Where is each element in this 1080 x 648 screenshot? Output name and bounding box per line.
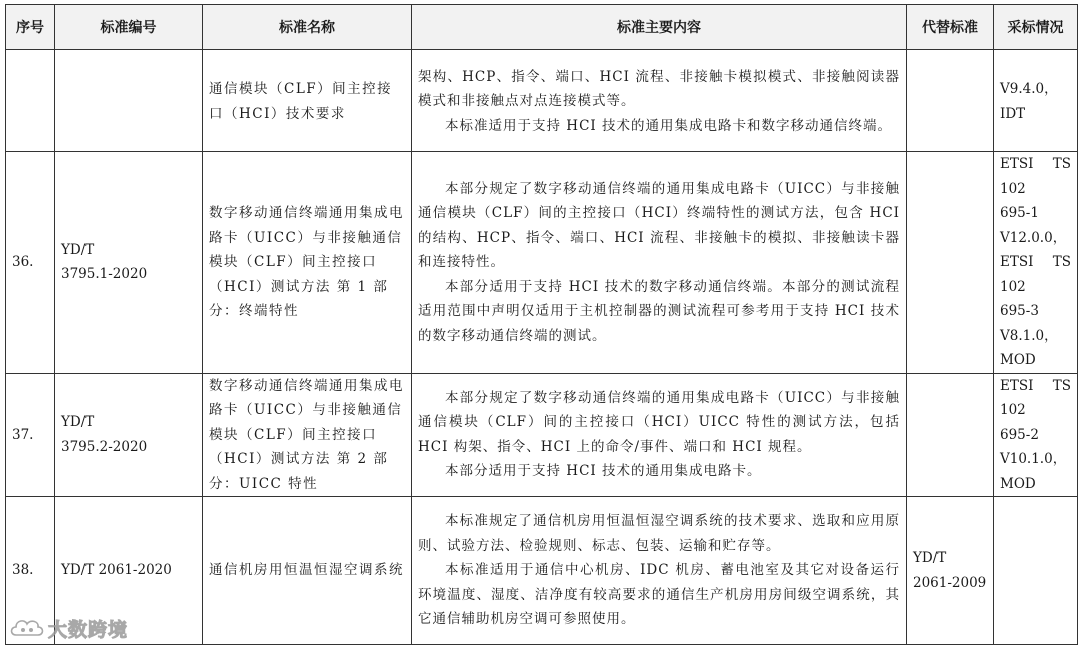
- row-adopt: [994, 373, 1078, 497]
- table-row: [6, 152, 1078, 374]
- header-content: 标准主要内容: [412, 5, 907, 50]
- content-para: 本标准适用于支持 HCI 技术的通用集成电路卡和数字移动通信终端。: [445, 117, 893, 134]
- content-para: 本部分适用于支持 HCI 技术的通用集成电路卡。: [445, 463, 762, 480]
- row-adopt: [994, 50, 1078, 152]
- content-para: 本标准适用于通信中心机房、IDC 机房、蓄电池室及其它对设备运行环境温度、湿度、洁净度有较高要求的通信生产机房用房间级空调系统，其它通信辅助机房空调可参照使用。: [418, 562, 900, 628]
- row-adopt: [994, 152, 1078, 374]
- watermark: [8, 612, 148, 644]
- table-row: [6, 50, 1078, 152]
- row-adopt: [994, 497, 1078, 645]
- adopt-line: V9.4.0，: [1000, 81, 1058, 97]
- code-line: 3795.1-2020: [61, 266, 148, 283]
- row-name: 数字移动通信终端通用集成电路卡（UICC）与非接触通信模块（CLF）间主控接口（HCI）测试方法 第 1 部分：终端特性: [203, 152, 412, 374]
- adopt-line: 695-3: [1000, 303, 1039, 319]
- header-code: 标准编号: [55, 5, 203, 50]
- adopt-line: MOD: [1000, 352, 1036, 368]
- adopt-line: 102: [1000, 402, 1026, 418]
- row-content: [412, 497, 907, 645]
- standards-table: [5, 4, 1078, 645]
- row-replace: [907, 152, 994, 374]
- row-num: 36.: [6, 152, 55, 374]
- row-num: [6, 50, 55, 152]
- adopt-line: ETSI TS: [1000, 254, 1071, 270]
- code-line: YD/T 2061-2020: [61, 562, 172, 579]
- content-para: 本部分规定了数字移动通信终端的通用集成电路卡（UICC）与非接触通信模块（CLF）间的主控接口（HCI）UICC 特性的测试方法，包括 HCI 构架、指令、HCI 上的命令/事件、端口和 HCI 规程。: [418, 389, 900, 455]
- table-row: [6, 373, 1078, 497]
- row-content: [412, 152, 907, 374]
- adopt-line: ETSI TS: [1000, 377, 1071, 394]
- header-replace: 代替标准: [907, 5, 994, 50]
- adopt-line: 102: [1000, 180, 1026, 197]
- content-para: 本部分适用于支持 HCI 技术的数字移动通信终端。本部分的测试流程适用范围中声明仅适用于主机控制器的测试流程可参考用于支持 HCI 技术的数字移动通信终端的测试。: [418, 278, 900, 344]
- table-row: [6, 497, 1078, 645]
- adopt-line: V8.1.0，: [1000, 327, 1058, 344]
- header-name: 标准名称: [203, 5, 412, 50]
- row-replace: [907, 373, 994, 497]
- adopt-line: 695-2: [1000, 426, 1039, 443]
- row-name: 通信模块（CLF）间主控接口（HCI）技术要求: [203, 50, 412, 152]
- watermark-text: 大数跨境: [48, 618, 129, 641]
- content-para: 架构、HCP、指令、端口、HCI 流程、非接触卡模拟模式、非接触阅读器模式和非接触点对点连接模式等。: [418, 68, 900, 110]
- adopt-line: 102: [1000, 278, 1026, 295]
- row-num: 38.: [6, 497, 55, 645]
- code-line: 3795.2-2020: [61, 438, 148, 455]
- code-line: YD/T: [61, 241, 95, 258]
- replace-line: 2061-2009: [913, 574, 987, 591]
- content-para: 本标准规定了通信机房用恒温恒湿空调系统的技术要求、选取和应用原则、试验方法、检验规则、标志、包装、运输和贮存等。: [418, 513, 900, 554]
- row-code: [55, 50, 203, 152]
- header-adopt: 采标情况: [994, 5, 1078, 50]
- row-name: 数字移动通信终端通用集成电路卡（UICC）与非接触通信模块（CLF）间主控接口（HCI）测试方法 第 2 部分：UICC 特性: [203, 373, 412, 497]
- adopt-line: 695-1: [1000, 205, 1039, 221]
- adopt-line: MOD: [1000, 475, 1036, 492]
- row-replace: [907, 497, 994, 645]
- code-line: YD/T: [61, 414, 95, 431]
- row-content: [412, 50, 907, 152]
- cloud-logo-icon: [8, 614, 46, 642]
- replace-line: YD/T: [913, 550, 947, 566]
- adopt-line: IDT: [1000, 105, 1026, 122]
- content-para: 本部分规定了数字移动通信终端的通用集成电路卡（UICC）与非接触通信模块（CLF）间的主控接口（HCI）终端特性的测试方法，包含 HCI 的结构、HCP、指令、端口、HCI 流程、非接触卡的模拟、非接触读卡器和连接特性。: [418, 180, 900, 270]
- adopt-line: ETSI TS: [1000, 156, 1071, 172]
- adopt-line: V10.1.0，: [1000, 451, 1067, 467]
- row-replace: [907, 50, 994, 152]
- row-num: 37.: [6, 373, 55, 497]
- header-row: [6, 5, 1078, 50]
- row-name: 通信机房用恒温恒湿空调系统: [203, 497, 412, 645]
- row-content: [412, 373, 907, 497]
- row-code: [55, 373, 203, 497]
- adopt-line: V12.0.0，: [1000, 229, 1067, 246]
- row-code: [55, 152, 203, 374]
- header-num: 序号: [6, 5, 55, 50]
